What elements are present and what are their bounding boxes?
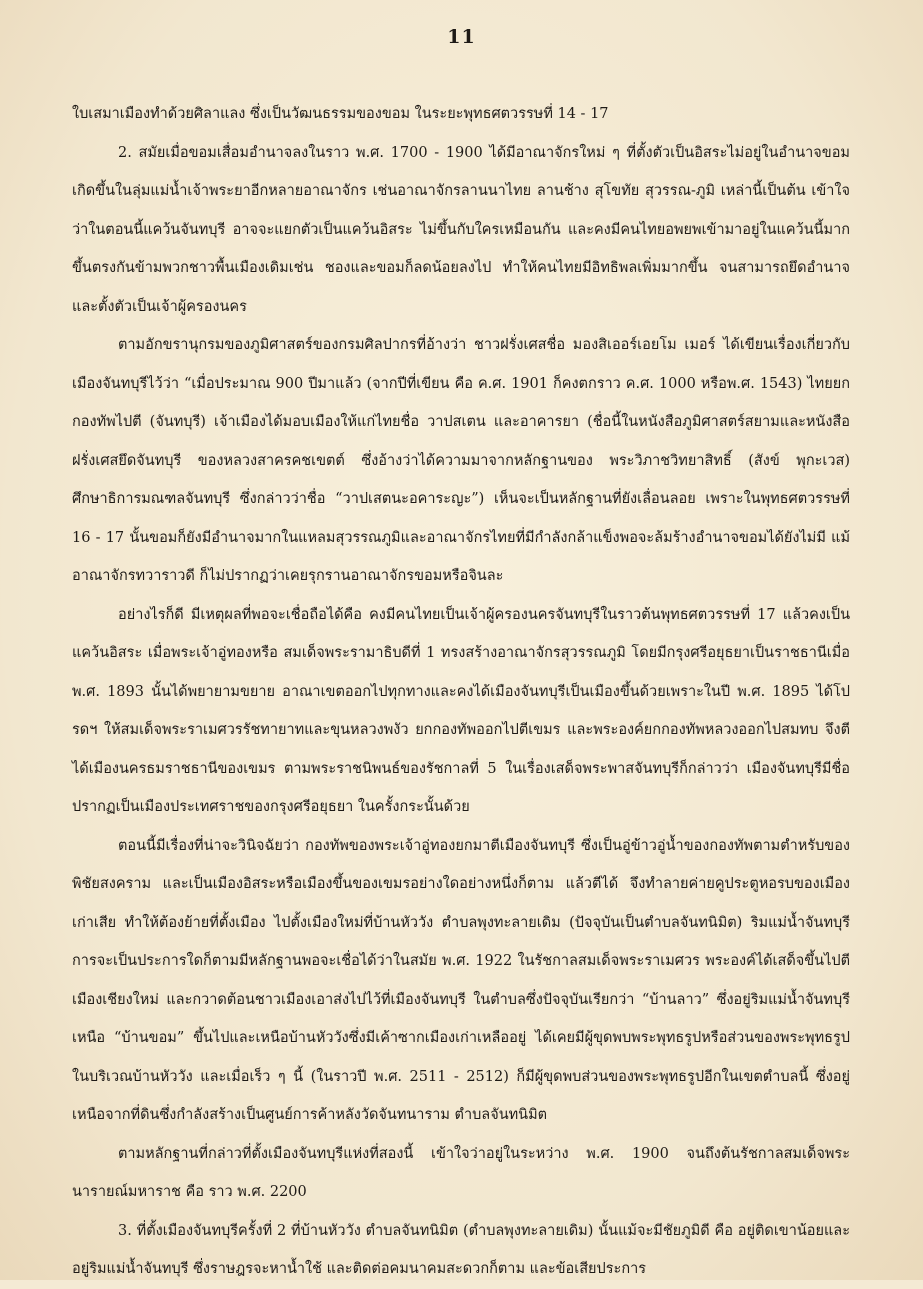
page-number: 11 <box>447 26 476 48</box>
paragraph-section-2: 2. สมัยเมื่อขอมเสื่อมอำนาจลงในราว พ.ศ. 1700 - 1900 ได้มีอาณาจักรใหม่ ๆ ที่ตั้งตัวเป็นอิสระไม่อยู่ในอำนาจขอม เกิดขึ้นในลุ่มแม่น้ำเจ้าพระยาอีกหลายอาณาจักร เช่นอาณาจักรลานนาไทย ลานช้าง สุโขทัย สุวรรณ-ภูมิ เหล่านี้เป็นต้น เข้าใจว่าในตอนนี้แคว้นจันทบุรี อาจจะแยกตัวเป็นแคว้นอิสระ ไม่ขึ้นกับใครเหมือนกัน และคงมีคนไทยอพยพเข้ามาอยู่ในแคว้นนี้มากขึ้นตรงกันข้ามพวกชาวพื้นเมืองเดิมเช่น ชองและขอมก็ลดน้อยลงไป ทำให้คนไทยมีอิทธิพลเพิ่มมากขึ้น จนสามารถยึดอำนาจและตั้งตัวเป็นเจ้าผู้ครองนคร <box>72 144 850 315</box>
paragraph-gazetteer: ตามอักขรานุกรมของภูมิศาสตร์ของกรมศิลปากรที่อ้างว่า ชาวฝรั่งเศสชื่อ มองสิเออร์เอยโม เมอร์ ได้เขียนเรื่องเกี่ยวกับเมืองจันทบุรีไว้ว่า “เมื่อประมาณ 900 ปีมาแล้ว (จากปีที่เขียน คือ ค.ศ. 1901 ก็คงตกราว ค.ศ. 1000 หรือพ.ศ. 1543) ไทยยกกองทัพไปตี (จันทบุรี) เจ้าเมืองได้มอบเมืองให้แก่ไทยชื่อ วาปสเตน และอาคารยา (ชื่อนี้ในหนังสือภูมิศาสตร์สยามและหนังสือฝรั่งเศสยึดจันทบุรี ของหลวงสาครคชเขตต์ ซึ่งอ้างว่าได้ความมาจากหลักฐานของ พระวิภาชวิทยาสิทธิ์ (สังข์ พุกะเวส) ศึกษาธิการมณฑลจันทบุรี ซึ่งกล่าวว่าชื่อ “วาปเสตนะอคาระญะ”) เห็นจะเป็นหลักฐานที่ยังเลื่อนลอย เพราะในพุทธศตวรรษที่ 16 - 17 นั้นขอมก็ยังมีอำนาจมากในแหลมสุวรรณภูมิและอาณาจักรไทยที่มีกำลังกล้าแข็งพอจะล้มร้างอำนาจขอมได้ยังไม่มี แม้อาณาจักรทวาราวดี ก็ไม่ปรากฏว่าเคยรุกรานอาณาจักรขอมหรือจินละ <box>72 337 850 584</box>
paragraph-continuation: ใบเสมาเมืองทำด้วยศิลาแลง ซึ่งเป็นวัฒนธรรมของขอม ในระยะพุทธศตวรรษที่ 14 - 17 <box>72 106 609 122</box>
paragraph-section-3: 3. ที่ตั้งเมืองจันทบุรีครั้งที่ 2 ที่บ้านหัววัง ตำบลจันทนิมิต (ตำบลพุงทะลายเดิม) นั้นแม้จะมีชัยภูมิดี คือ อยู่ติดเขาน้อยและอยู่ริมแม่น้ำจันทบุรี ซึ่งราษฎรจะหาน้ำใช้ และติดต่อคมนาคมสะดวกก็ตาม และข้อเสียประการ <box>72 1222 850 1277</box>
paragraph-second-site: ตามหลักฐานที่กล่าวที่ตั้งเมืองจันทบุรีแห่งที่สองนี้ เข้าใจว่าอยู่ในระหว่าง พ.ศ. 1900 จนถึงต้นรัชกาลสมเด็จพระนารายณ์มหาราช คือ ราว พ.ศ. 2200 <box>72 1145 850 1200</box>
paragraph-relocation: ตอนนี้มีเรื่องที่น่าจะวินิจฉัยว่า กองทัพของพระเจ้าอู่ทองยกมาตีเมืองจันทบุรี ซึ่งเป็นอู่ข้าวอู่น้ำของกองทัพตามตำหรับของพิชัยสงคราม และเป็นเมืองอิสระหรือเมืองขึ้นของเขมรอย่างใดอย่างหนึ่งก็ตาม แล้วตีได้ จึงทำลายค่ายคูประตูหอรบของเมืองเก่าเสีย ทำให้ต้องย้ายที่ตั้งเมือง ไปตั้งเมืองใหม่ที่บ้านหัววัง ตำบลพุงทะลายเดิม (ปัจจุบันเป็นตำบลจันทนิมิต) ริมแม่น้ำจันทบุรีการจะเป็นประการใดก็ตามมีหลักฐานพอจะเชื่อได้ว่าในสมัย พ.ศ. 1922 ในรัชกาลสมเด็จพระราเมศวร พระองค์ได้เสด็จขึ้นไปตีเมืองเชียงใหม่ และกวาดต้อนชาวเมืองเอาส่งไปไว้ที่เมืองจันทบุรี ในตำบลซึ่งปัจจุบันเรียกว่า “บ้านลาว” ซึ่งอยู่ริมแม่น้ำจันทบุรีเหนือ “บ้านขอม” ขึ้นไปและเหนือบ้านหัววังซึ่งมีเค้าซากเมืองเก่าเหลืออยู่ ได้เคยมีผู้ขุดพบพระพุทธรูปหรือส่วนของพระพุทธรูป ในบริเวณบ้านหัววัง และเมื่อเร็ว ๆ นี้ (ในราวปี พ.ศ. 2511 - 2512) ก็มีผู้ขุดพบส่วนของพระพุทธรูปอีกในเขตตำบลนี้ ซึ่งอยู่เหนือจากที่ดินซึ่งกำลังสร้างเป็นศูนย์การค้าหลังวัดจันทนาราม ตำบลจันทนิมิต <box>72 837 850 1123</box>
paragraph-ayutthaya: อย่างไรก็ดี มีเหตุผลที่พอจะเชื่อถือได้คือ คงมีคนไทยเป็นเจ้าผู้ครองนครจันทบุรีในราวต้นพุทธศตวรรษที่ 17 แล้วคงเป็นแคว้นอิสระ เมื่อพระเจ้าอู่ทองหรือ สมเด็จพระรามาธิบดีที่ 1 ทรงสร้างอาณาจักรสุวรรณภูมิ โดยมีกรุงศรีอยุธยาเป็นราชธานีเมื่อ พ.ศ. 1893 นั้นได้พยายามขยาย อาณาเขตออกไปทุกทางและคงได้เมืองจันทบุรีเป็นเมืองขึ้นด้วยเพราะในปี พ.ศ. 1895 ได้โปรดฯ ให้สมเด็จพระราเมศวรรัชทายาทและขุนหลวงพงัว ยกกองทัพออกไปตีเขมร และพระองค์ยกกองทัพหลวงออกไปสมทบ จึงตีได้เมืองนครธมราชธานีของเขมร ตามพระราชนิพนธ์ของรัชกาลที่ 5 ในเรื่องเสด็จพระพาสจันทบุรีก็กล่าวว่า เมืองจันทบุรีมีชื่อปรากฏเป็นเมืองประเทศราชของกรุงศรีอยุธยา ในครั้งกระนั้นด้วย <box>72 606 850 815</box>
body-text <box>72 95 850 1289</box>
